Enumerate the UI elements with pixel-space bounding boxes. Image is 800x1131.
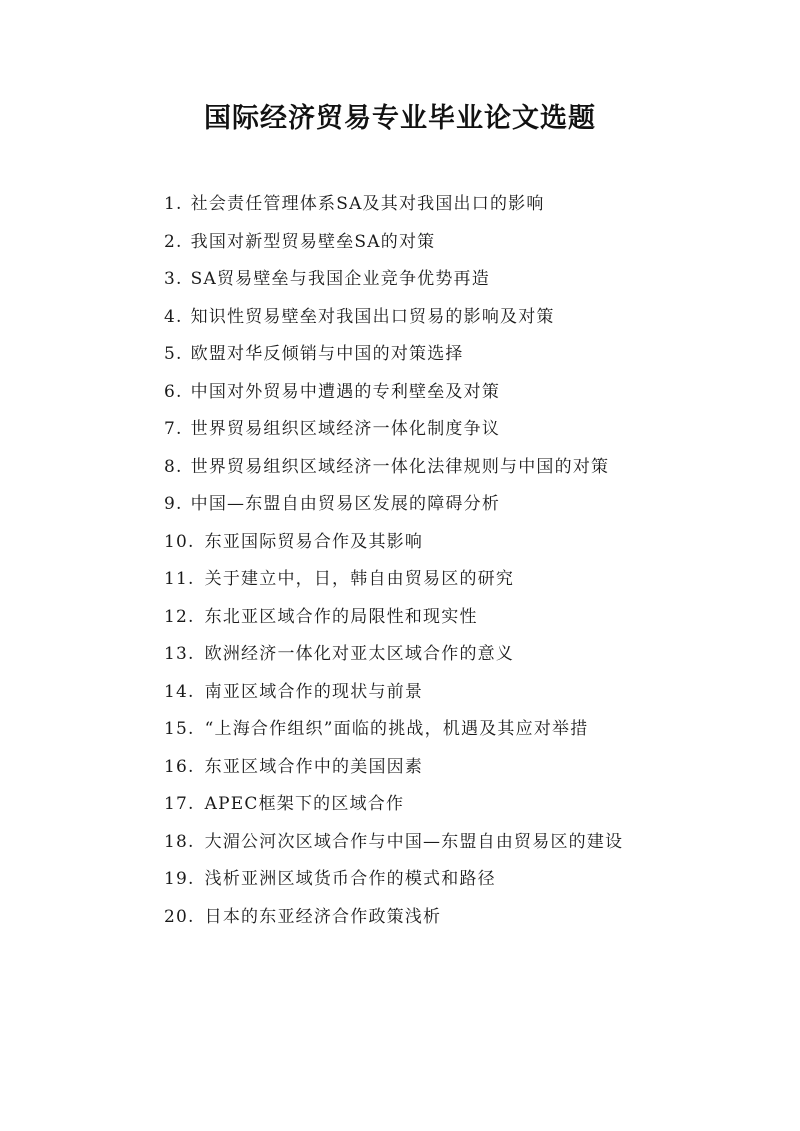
topic-number: 2. xyxy=(164,231,183,252)
topic-item xyxy=(122,674,692,712)
topic-text: SA贸易壁垒与我国企业竞争优势再造 xyxy=(190,269,490,289)
topic-number: 15. xyxy=(164,719,195,739)
topic-number: 17. xyxy=(164,794,195,814)
topic-text: “上海合作组织”面临的挑战，机遇及其应对举措 xyxy=(204,719,589,739)
topic-text: 欧洲经济一体化对亚太区域合作的意义 xyxy=(204,644,515,664)
topic-number: 13. xyxy=(164,644,195,664)
topic-text: 日本的东亚经济合作政策浅析 xyxy=(204,906,442,927)
topic-item xyxy=(122,299,692,337)
topic-text: 东北亚区域合作的局限性和现实性 xyxy=(204,606,478,627)
topic-item xyxy=(122,486,692,524)
topic-number: 5. xyxy=(164,344,183,364)
topic-text: 南亚区域合作的现状与前景 xyxy=(204,681,424,702)
topic-item xyxy=(122,561,692,599)
topic-number: 6. xyxy=(164,381,183,402)
topic-item xyxy=(122,786,692,824)
topic-number: 3. xyxy=(164,269,183,289)
topic-number: 12. xyxy=(164,606,195,627)
topic-text: 关于建立中，日，韩自由贸易区的研究 xyxy=(204,569,515,589)
topic-item xyxy=(122,524,692,562)
topic-number: 18. xyxy=(164,831,195,852)
topic-number: 20. xyxy=(164,906,195,927)
topic-item xyxy=(122,261,692,299)
topic-item xyxy=(122,599,692,637)
topic-text: APEC框架下的区域合作 xyxy=(204,794,405,814)
document-title: 国际经济贸易专业毕业论文选题 xyxy=(204,103,596,134)
topic-number: 4. xyxy=(164,306,183,327)
topic-item xyxy=(122,186,692,224)
topic-number: 1. xyxy=(164,194,183,214)
topic-number: 19. xyxy=(164,869,195,889)
topic-text: 中国—东盟自由贸易区发展的障碍分析 xyxy=(190,494,501,514)
topic-text: 东亚国际贸易合作及其影响 xyxy=(204,531,424,552)
topic-item xyxy=(122,449,692,487)
topic-text: 社会责任管理体系SA及其对我国出口的影响 xyxy=(190,194,545,214)
topic-item xyxy=(122,899,692,937)
topic-item xyxy=(122,749,692,787)
topic-item xyxy=(122,374,692,412)
topic-number: 11. xyxy=(164,569,195,589)
topic-text: 欧盟对华反倾销与中国的对策选择 xyxy=(190,344,464,364)
topic-text: 大湄公河次区域合作与中国—东盟自由贸易区的建设 xyxy=(204,831,624,852)
topic-item xyxy=(122,224,692,262)
topic-item xyxy=(122,411,692,449)
topic-item xyxy=(122,861,692,899)
topic-number: 7. xyxy=(164,419,183,439)
topic-number: 16. xyxy=(164,756,195,777)
topic-item xyxy=(122,711,692,749)
topic-text: 世界贸易组织区域经济一体化法律规则与中国的对策 xyxy=(190,456,610,477)
topic-item xyxy=(122,336,692,374)
topic-item xyxy=(122,824,692,862)
topic-item xyxy=(122,636,692,674)
topic-list xyxy=(122,186,692,936)
topic-number: 10. xyxy=(164,531,195,552)
topic-text: 知识性贸易壁垒对我国出口贸易的影响及对策 xyxy=(190,306,555,327)
topic-text: 中国对外贸易中遭遇的专利壁垒及对策 xyxy=(190,381,501,402)
topic-text: 东亚区域合作中的美国因素 xyxy=(204,756,424,777)
topic-text: 世界贸易组织区域经济一体化制度争议 xyxy=(190,419,501,439)
topic-text: 浅析亚洲区域货币合作的模式和路径 xyxy=(204,869,496,889)
topic-text: 我国对新型贸易壁垒SA的对策 xyxy=(190,231,436,252)
topic-number: 14. xyxy=(164,681,195,702)
topic-number: 8. xyxy=(164,456,183,477)
topic-number: 9. xyxy=(164,494,183,514)
